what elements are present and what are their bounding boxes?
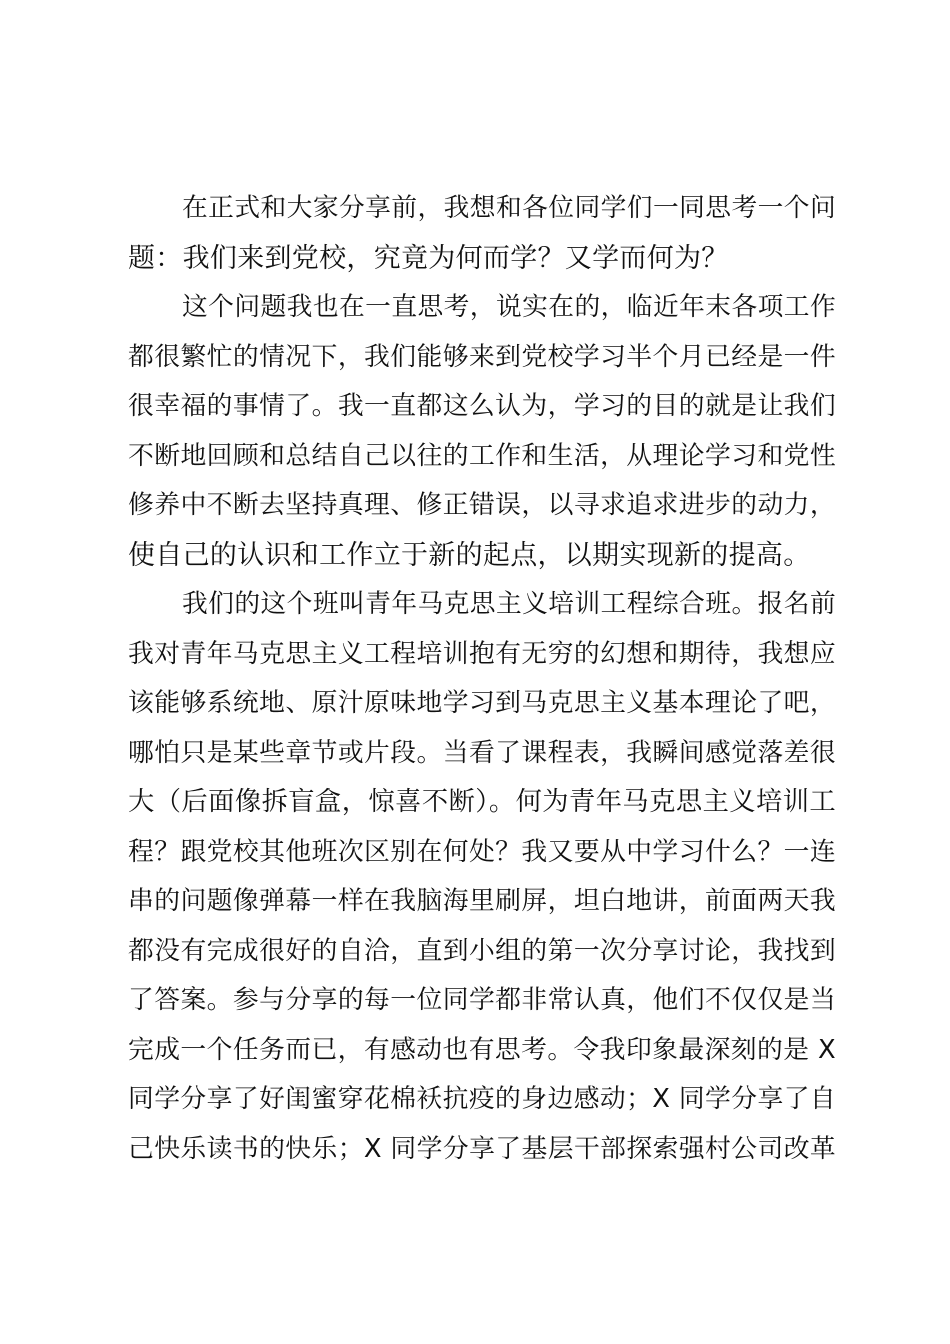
text-line: 己快乐读书的快乐；X 同学分享了基层干部探索强村公司改革 [128, 1133, 836, 1164]
text-line: 都很繁忙的情况下，我们能够来到党校学习半个月已经是一件 [128, 341, 836, 372]
text-line: 都没有完成很好的自洽，直到小组的第一次分享讨论，我找到 [128, 935, 836, 966]
text-line: 哪怕只是某些章节或片段。当看了课程表，我瞬间感觉落差很 [128, 737, 836, 768]
text-line: 在正式和大家分享前，我想和各位同学们一同思考一个问 [182, 193, 836, 223]
document-body [128, 184, 836, 1174]
text-line: 不断地回顾和总结自己以往的工作和生活，从理论学习和党性 [128, 440, 836, 471]
text-line: 题：我们来到党校，究竟为何而学？又学而何为？ [128, 242, 729, 274]
text-line: 该能够系统地、原汁原味地学习到马克思主义基本理论了吧， [128, 688, 836, 718]
text-line: 串的问题像弹幕一样在我脑海里刷屏，坦白地讲，前面两天我 [128, 886, 836, 916]
paragraph-1 [128, 184, 836, 283]
text-line: 这个问题我也在一直思考，说实在的，临近年末各项工作 [182, 292, 836, 322]
text-line: 很幸福的事情了。我一直都这么认为，学习的目的就是让我们 [128, 391, 836, 421]
text-line: 同学分享了好闺蜜穿花棉袄抗疫的身边感动；X 同学分享了自 [128, 1084, 836, 1114]
text-line: 了答案。参与分享的每一位同学都非常认真，他们不仅仅是当 [128, 985, 836, 1015]
text-line: 完成一个任务而已，有感动也有思考。令我印象最深刻的是 X [128, 1034, 836, 1065]
text-line: 修养中不断去坚持真理、修正错误，以寻求追求进步的动力， [128, 490, 836, 520]
text-line: 大（后面像拆盲盒，惊喜不断）。何为青年马克思主义培训工 [128, 787, 836, 817]
text-line: 使自己的认识和工作立于新的起点，以期实现新的提高。 [128, 539, 811, 571]
paragraph-3 [128, 580, 836, 1174]
text-line: 我对青年马克思主义工程培训抱有无穷的幻想和期待，我想应 [128, 638, 836, 669]
text-line: 我们的这个班叫青年马克思主义培训工程综合班。报名前 [182, 589, 836, 619]
text-line: 程？跟党校其他班次区别在何处？我又要从中学习什么？一连 [128, 836, 836, 867]
paragraph-2 [128, 283, 836, 580]
